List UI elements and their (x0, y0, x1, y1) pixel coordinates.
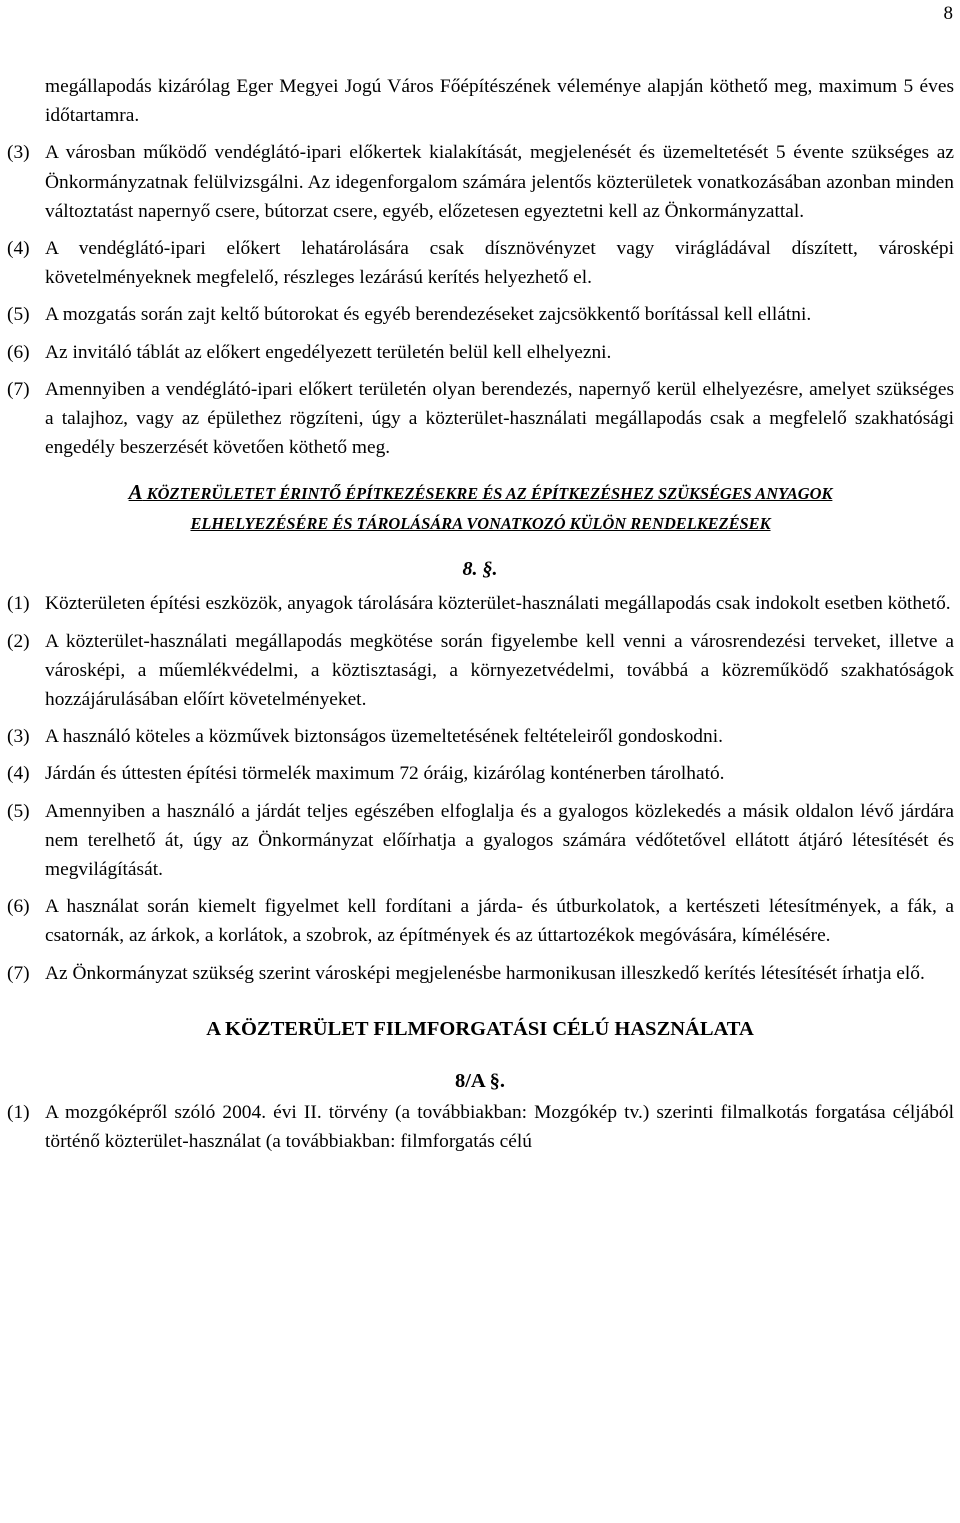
intro-paragraph: megállapodás kizárólag Eger Megyei Jogú Város Főépítészének véleménye alapján köthető meg, maximum 5 éves időtartamra. (45, 76, 954, 127)
item-number: (6) (7, 896, 30, 918)
list-item (0, 138, 960, 226)
list-item (0, 1098, 960, 1156)
item-text: Az Önkormányzat szükség szerint városképi megjelenésbe harmonikusan illeszkedő kerítés létesítését írhatja elő. (45, 962, 925, 984)
item-text: A használó köteles a közművek biztonságos üzemeltetésének feltételeiről gondoskodni. (45, 726, 723, 748)
section-heading-construction (0, 478, 960, 538)
item-number: (1) (7, 593, 30, 615)
item-number: (4) (7, 238, 30, 260)
heading-line2: ELHELYEZÉSÉRE ÉS TÁROLÁSÁRA VONATKOZÓ KÜLÖN RENDELKEZÉSEK (190, 513, 771, 533)
item-number: (4) (7, 763, 30, 785)
list-item (0, 627, 960, 715)
item-text: A városban működő vendéglátó-ipari előkertek kialakítását, megjelenését és üzemeltetését 5 évente szükséges az Önkormányzatnak felülvizsgálni. Az idegenforgalom számára jelentős közterületek vonatkozásában azonban minden változtatást napernyő csere, bútorzat csere, egyéb, előzetesen egyeztetni kell az Önkormányzattal. (45, 142, 954, 222)
item-number: (5) (7, 304, 30, 326)
item-number: (6) (7, 341, 30, 363)
item-text: Amennyiben a használó a járdát teljes egészében elfoglalja és a gyalogos közlekedés a másik oldalon lévő járdára nem terelhető át, úgy az Önkormányzat előírhatja a gyalogos számára védőtetővel ellátott átjáró létesítését és megvilágítását. (45, 800, 954, 881)
list-item (0, 300, 960, 329)
heading-first-letter: A (128, 480, 143, 505)
item-number: (5) (7, 800, 30, 822)
list-item (0, 797, 960, 885)
item-number: (7) (7, 962, 30, 984)
list-item (0, 589, 960, 618)
list-item (0, 759, 960, 788)
item-number: (2) (7, 630, 30, 652)
item-number: (7) (7, 378, 30, 400)
item-text: A vendéglátó-ipari előkert lehatárolására csak dísznövényzet vagy virágládával díszített, városképi követelményeknek megfelelő, részleges lezárású kerítés helyezhető el. (45, 238, 954, 289)
list-item (0, 338, 960, 367)
item-text: A mozgatás során zajt keltő bútorokat és egyéb berendezéseket zajcsökkentő borítással kell ellátni. (45, 304, 812, 326)
item-number: (3) (7, 142, 30, 164)
item-text: Járdán és úttesten építési törmelék maximum 72 óráig, kizárólag konténerben tárolható. (45, 763, 725, 785)
item-number: (1) (7, 1101, 30, 1123)
item-text: A használat során kiemelt figyelmet kell fordítani a járda- és útburkolatok, a kertészeti létesítmények, a fák, a csatornák, az árkok, a korlátok, a szobrok, az építmények és az úttartozékok megóvására, kímélésére. (45, 896, 954, 947)
section-number-8a: 8/A §. (454, 1069, 506, 1092)
item-number: (3) (7, 726, 30, 748)
heading-line1: KÖZTERÜLETET ÉRINTŐ ÉPÍTKEZÉSEKRE ÉS AZ ÉPÍTKEZÉSHEZ SZÜKSÉGES ANYAGOK (142, 484, 833, 504)
list-item (0, 722, 960, 751)
list-item (0, 959, 960, 988)
item-text: Közterületen építési eszközök, anyagok tárolására közterület-használati megállapodás csak indokolt esetben köthető. (45, 593, 951, 615)
section-heading-film: A KÖZTERÜLET FILMFORGATÁSI CÉLÚ HASZNÁLATA (206, 1017, 754, 1040)
document-body (0, 72, 960, 1156)
list-item (0, 892, 960, 950)
item-text: A mozgóképről szóló 2004. évi II. törvény (a továbbiakban: Mozgókép tv.) szerinti filmalkotás forgatása céljából történő közterület-használat (a továbbiakban: filmforgatás célú (45, 1101, 954, 1153)
page-number: 8 (943, 3, 953, 24)
list-item (0, 234, 960, 292)
item-text: Az invitáló táblát az előkert engedélyezett területén belül kell elhelyezni. (45, 341, 612, 363)
section-number: 8. §. (462, 558, 498, 581)
item-text: Amennyiben a vendéglátó-ipari előkert területén olyan berendezés, napernyő kerül elhelyezésre, amelyet szükséges a talajhoz, vagy az épülethez rögzíteni, úgy a közterület-használati megállapodás csak a megfelelő szakhatósági engedély beszerzését követően köthető meg. (45, 378, 954, 459)
item-text: A közterület-használati megállapodás megkötése során figyelembe kell venni a városrendezési terveket, illetve a városképi, a műemlékvédelmi, a köztisztasági, a környezetvédelmi, továbbá a közreműködő szakhatóságok hozzájárulásában előírt követelményeket. (45, 630, 954, 711)
list-item (0, 375, 960, 463)
